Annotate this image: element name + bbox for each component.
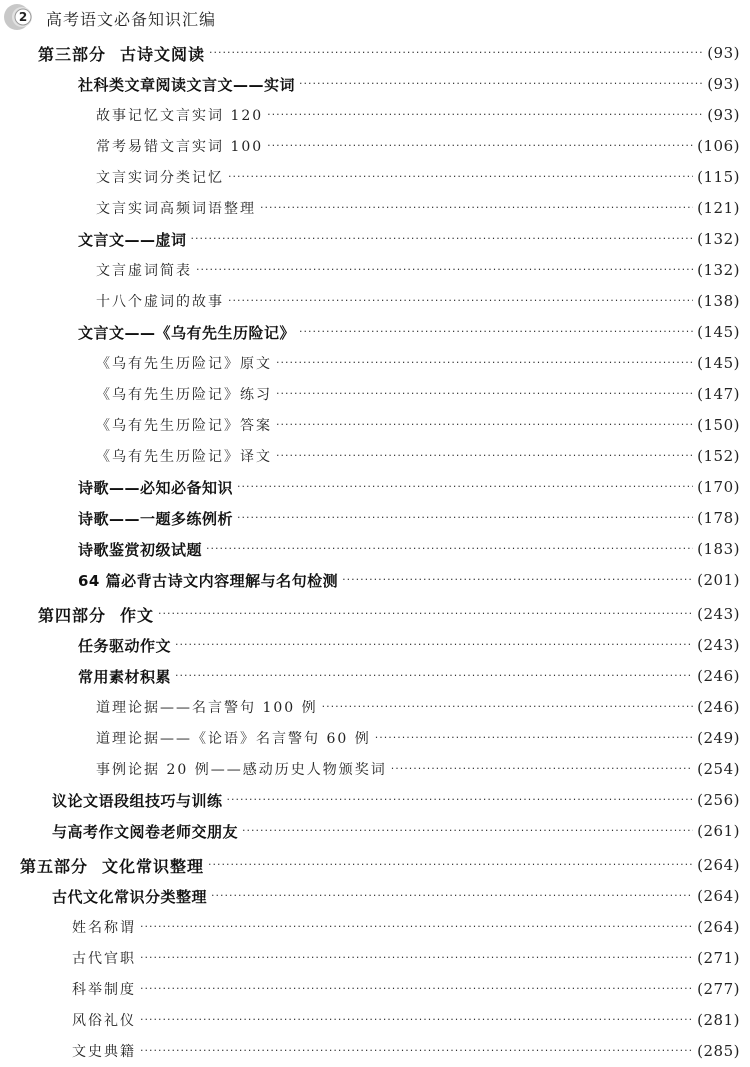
dot-leader — [228, 162, 693, 192]
dot-leader — [299, 69, 703, 99]
page-ref: (261) — [697, 822, 740, 840]
toc-entry-title: 十八个虚词的故事 — [96, 294, 224, 310]
part-title: 文化常识整理 — [102, 856, 205, 876]
dot-leader — [237, 503, 693, 533]
toc-entry-section[interactable] — [96, 723, 740, 753]
dot-leader — [196, 255, 693, 285]
toc-entry-title — [38, 603, 154, 626]
toc-entry-chapter[interactable] — [78, 69, 740, 99]
part-title: 作文 — [120, 605, 155, 625]
toc-entry-title: 常用素材积累 — [78, 667, 172, 686]
toc-entry-section[interactable] — [72, 1005, 740, 1035]
dot-leader — [140, 943, 693, 973]
toc-entry-title: 诗歌鉴赏初级试题 — [78, 540, 203, 559]
dot-leader — [140, 1036, 693, 1066]
toc-entry-section[interactable] — [96, 193, 740, 223]
toc-entry-section[interactable] — [96, 410, 740, 440]
page-number: 2 — [18, 10, 28, 24]
toc-entry-title: 古代官职 — [72, 951, 136, 967]
dot-leader — [276, 441, 693, 471]
toc-entry-title: 诗歌——必知必备知识 — [78, 478, 234, 497]
part-title: 古诗文阅读 — [120, 44, 206, 64]
dot-leader — [342, 565, 693, 595]
toc-entry-title: 《乌有先生历险记》译文 — [96, 449, 272, 465]
toc-entry-part[interactable] — [38, 599, 740, 629]
page-ref: (249) — [697, 729, 740, 747]
toc-entry-title: 社科类文章阅读文言文——实词 — [78, 75, 296, 94]
dot-leader — [260, 193, 693, 223]
page-ref: (93) — [707, 75, 740, 93]
toc-entry-chapter[interactable] — [52, 816, 740, 846]
page-ref: (243) — [697, 605, 740, 623]
dot-leader — [209, 38, 703, 68]
toc-entry-section[interactable] — [72, 1036, 740, 1066]
page-ref: (264) — [697, 887, 740, 905]
toc-entry-title: 道理论据——《论语》名言警句 60 例 — [96, 731, 371, 747]
page-ref: (254) — [697, 760, 740, 778]
toc-entry-chapter[interactable] — [78, 317, 740, 347]
toc-entry-title: 常考易错文言实词 100 — [96, 139, 264, 155]
dot-leader — [322, 692, 694, 722]
page-ref: (132) — [697, 261, 740, 279]
dot-leader — [267, 131, 693, 161]
dot-leader — [299, 317, 693, 347]
book-title: 高考语文必备知识汇编 — [46, 10, 217, 29]
toc-entry-chapter[interactable] — [78, 224, 740, 254]
toc-entry-title: 《乌有先生历险记》练习 — [96, 387, 272, 403]
toc-entry-title: 风俗礼仪 — [72, 1013, 136, 1029]
toc-entry-section[interactable] — [96, 162, 740, 192]
toc-entry-title: 64 篇必背古诗文内容理解与名句检测 — [78, 571, 339, 590]
toc-entry-title: 文史典籍 — [72, 1044, 136, 1060]
toc-entry-title: 文言实词高频词语整理 — [96, 201, 256, 217]
toc-entry-title: 《乌有先生历险记》答案 — [96, 418, 272, 434]
page-ref: (150) — [697, 416, 740, 434]
page-ref: (147) — [697, 385, 740, 403]
toc-entry-section[interactable] — [96, 692, 740, 722]
page-ref: (145) — [697, 354, 740, 372]
dot-leader — [140, 912, 693, 942]
dot-leader — [191, 224, 694, 254]
toc-entry-section[interactable] — [72, 943, 740, 973]
dot-leader — [276, 379, 693, 409]
toc-entry-title: 姓名称谓 — [72, 920, 136, 936]
toc-entry-section[interactable] — [96, 348, 740, 378]
page-ref: (246) — [697, 667, 740, 685]
toc-entry-title: 诗歌——一题多练例析 — [78, 509, 234, 528]
dot-leader — [227, 785, 694, 815]
page-ref: (152) — [697, 447, 740, 465]
toc-entry-title: 文言文——《乌有先生历险记》 — [78, 323, 296, 342]
toc-entry-title: 事例论据 20 例——感动历史人物颁奖词 — [96, 762, 387, 778]
part-number: 第三部分 — [38, 44, 107, 64]
toc-entry-title: 文言实词分类记忆 — [96, 170, 224, 186]
page-ref: (201) — [697, 571, 740, 589]
page-ref: (256) — [697, 791, 740, 809]
toc-entry-chapter[interactable] — [78, 565, 740, 595]
dot-leader — [228, 286, 693, 316]
toc-entry-title: 文言虚词简表 — [96, 263, 192, 279]
dot-leader — [391, 754, 693, 784]
page-ref: (264) — [697, 918, 740, 936]
page-ref: (285) — [697, 1042, 740, 1060]
toc-entry-title: 与高考作文阅卷老师交朋友 — [52, 822, 239, 841]
toc-entry-section[interactable] — [96, 286, 740, 316]
dot-leader — [242, 816, 693, 846]
toc-entry-chapter[interactable] — [52, 785, 740, 815]
dot-leader — [237, 472, 693, 502]
toc-entry-section[interactable] — [72, 974, 740, 1004]
dot-leader — [211, 881, 693, 911]
toc-entry-title: 道理论据——名言警句 100 例 — [96, 700, 318, 716]
page-ref: (246) — [697, 698, 740, 716]
part-number: 第四部分 — [38, 605, 107, 625]
toc-entry-title: 古代文化常识分类整理 — [52, 887, 208, 906]
page-ref: (145) — [697, 323, 740, 341]
dot-leader — [276, 348, 693, 378]
page-ref: (121) — [697, 199, 740, 217]
page-header — [0, 0, 750, 34]
page-ref: (281) — [697, 1011, 740, 1029]
toc-entry-title: 故事记忆文言实词 120 — [96, 108, 264, 124]
toc-entry-chapter[interactable] — [52, 881, 740, 911]
toc-entry-part[interactable] — [20, 850, 740, 880]
toc-entry-section[interactable] — [96, 131, 740, 161]
dot-leader — [375, 723, 693, 753]
page-ref: (178) — [697, 509, 740, 527]
toc-entry-chapter[interactable] — [78, 472, 740, 502]
toc-entry-section[interactable] — [96, 379, 740, 409]
dot-leader — [276, 410, 693, 440]
dot-leader — [206, 534, 693, 564]
toc-entry-section[interactable] — [96, 255, 740, 285]
dot-leader — [208, 850, 693, 880]
page-ref: (243) — [697, 636, 740, 654]
toc-entry-chapter[interactable] — [78, 534, 740, 564]
page-ref: (277) — [697, 980, 740, 998]
dot-leader — [175, 630, 693, 660]
dot-leader — [140, 1005, 693, 1035]
toc-entry-section[interactable] — [96, 754, 740, 784]
toc-entry-title: 文言文——虚词 — [78, 230, 187, 249]
toc-entry-section[interactable] — [96, 100, 740, 130]
page-ref: (115) — [697, 168, 740, 186]
page-ref: (93) — [707, 44, 740, 62]
dot-leader — [175, 661, 693, 691]
toc-entry-section[interactable] — [72, 912, 740, 942]
page-number-badge — [2, 2, 36, 32]
page-ref: (93) — [707, 106, 740, 124]
dot-leader — [267, 100, 703, 130]
toc-entry-title: 任务驱动作文 — [78, 636, 172, 655]
page-ref: (132) — [697, 230, 740, 248]
page-ref: (106) — [697, 137, 740, 155]
page-ref: (138) — [697, 292, 740, 310]
toc-entry-title: 《乌有先生历险记》原文 — [96, 356, 272, 372]
page-ref: (183) — [697, 540, 740, 558]
dot-leader — [140, 974, 693, 1004]
toc-entry-title — [20, 854, 204, 877]
toc-entry-title: 科举制度 — [72, 982, 136, 998]
dot-leader — [158, 599, 693, 629]
page-ref: (170) — [697, 478, 740, 496]
page-ref: (264) — [697, 856, 740, 874]
toc-entry-title — [38, 42, 205, 65]
toc-entry-part[interactable] — [38, 38, 740, 68]
toc-entry-section[interactable] — [96, 441, 740, 471]
toc-entry-chapter[interactable] — [78, 661, 740, 691]
part-number: 第五部分 — [20, 856, 89, 876]
toc-entry-chapter[interactable] — [78, 503, 740, 533]
page-ref: (271) — [697, 949, 740, 967]
toc-entry-chapter[interactable] — [78, 630, 740, 660]
toc-entry-title: 议论文语段组技巧与训练 — [52, 791, 223, 810]
